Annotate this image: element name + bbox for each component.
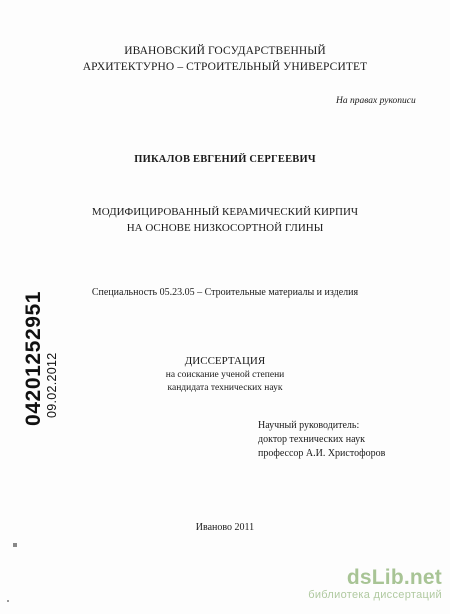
degree-line-1: на соискание ученой степени (165, 370, 285, 380)
watermark-logo: dsLib.net (346, 566, 442, 589)
library-stamp (23, 291, 59, 426)
scan-speck (13, 543, 17, 547)
place-and-year: Иваново 2011 (195, 522, 255, 533)
thesis-title-line-2: НА ОСНОВЕ НИЗКОСОРТНОЙ ГЛИНЫ (126, 222, 324, 234)
stamp-date: 09.02.2012 (45, 352, 59, 418)
scan-speck (7, 600, 9, 602)
supervisor-name: профессор А.И. Христофоров (258, 448, 386, 459)
specialty-line: Специальность 05.23.05 – Строительные материалы и изделия (91, 287, 359, 298)
manuscript-rights-note: На правах рукописи (336, 96, 416, 106)
university-name-line-2: АРХИТЕКТУРНО – СТРОИТЕЛЬНЫЙ УНИВЕРСИТЕТ (82, 61, 368, 73)
dslib-watermark (308, 567, 442, 602)
stamp-number: 04201252951 (22, 290, 45, 426)
author-name: ПИКАЛОВ ЕВГЕНИЙ СЕРГЕЕВИЧ (134, 154, 316, 165)
thesis-title-line-1: МОДИФИЦИРОВАННЫЙ КЕРАМИЧЕСКИЙ КИРПИЧ (91, 206, 359, 218)
supervisor-degree: доктор технических наук (258, 434, 365, 445)
watermark-subtitle: библиотека диссертаций (308, 589, 442, 601)
university-name-line-1: ИВАНОВСКИЙ ГОСУДАРСТВЕННЫЙ (124, 45, 326, 57)
dissertation-heading: ДИССЕРТАЦИЯ (184, 355, 266, 367)
supervisor-label: Научный руководитель: (258, 420, 360, 431)
degree-line-2: кандидата технических наук (167, 383, 283, 393)
